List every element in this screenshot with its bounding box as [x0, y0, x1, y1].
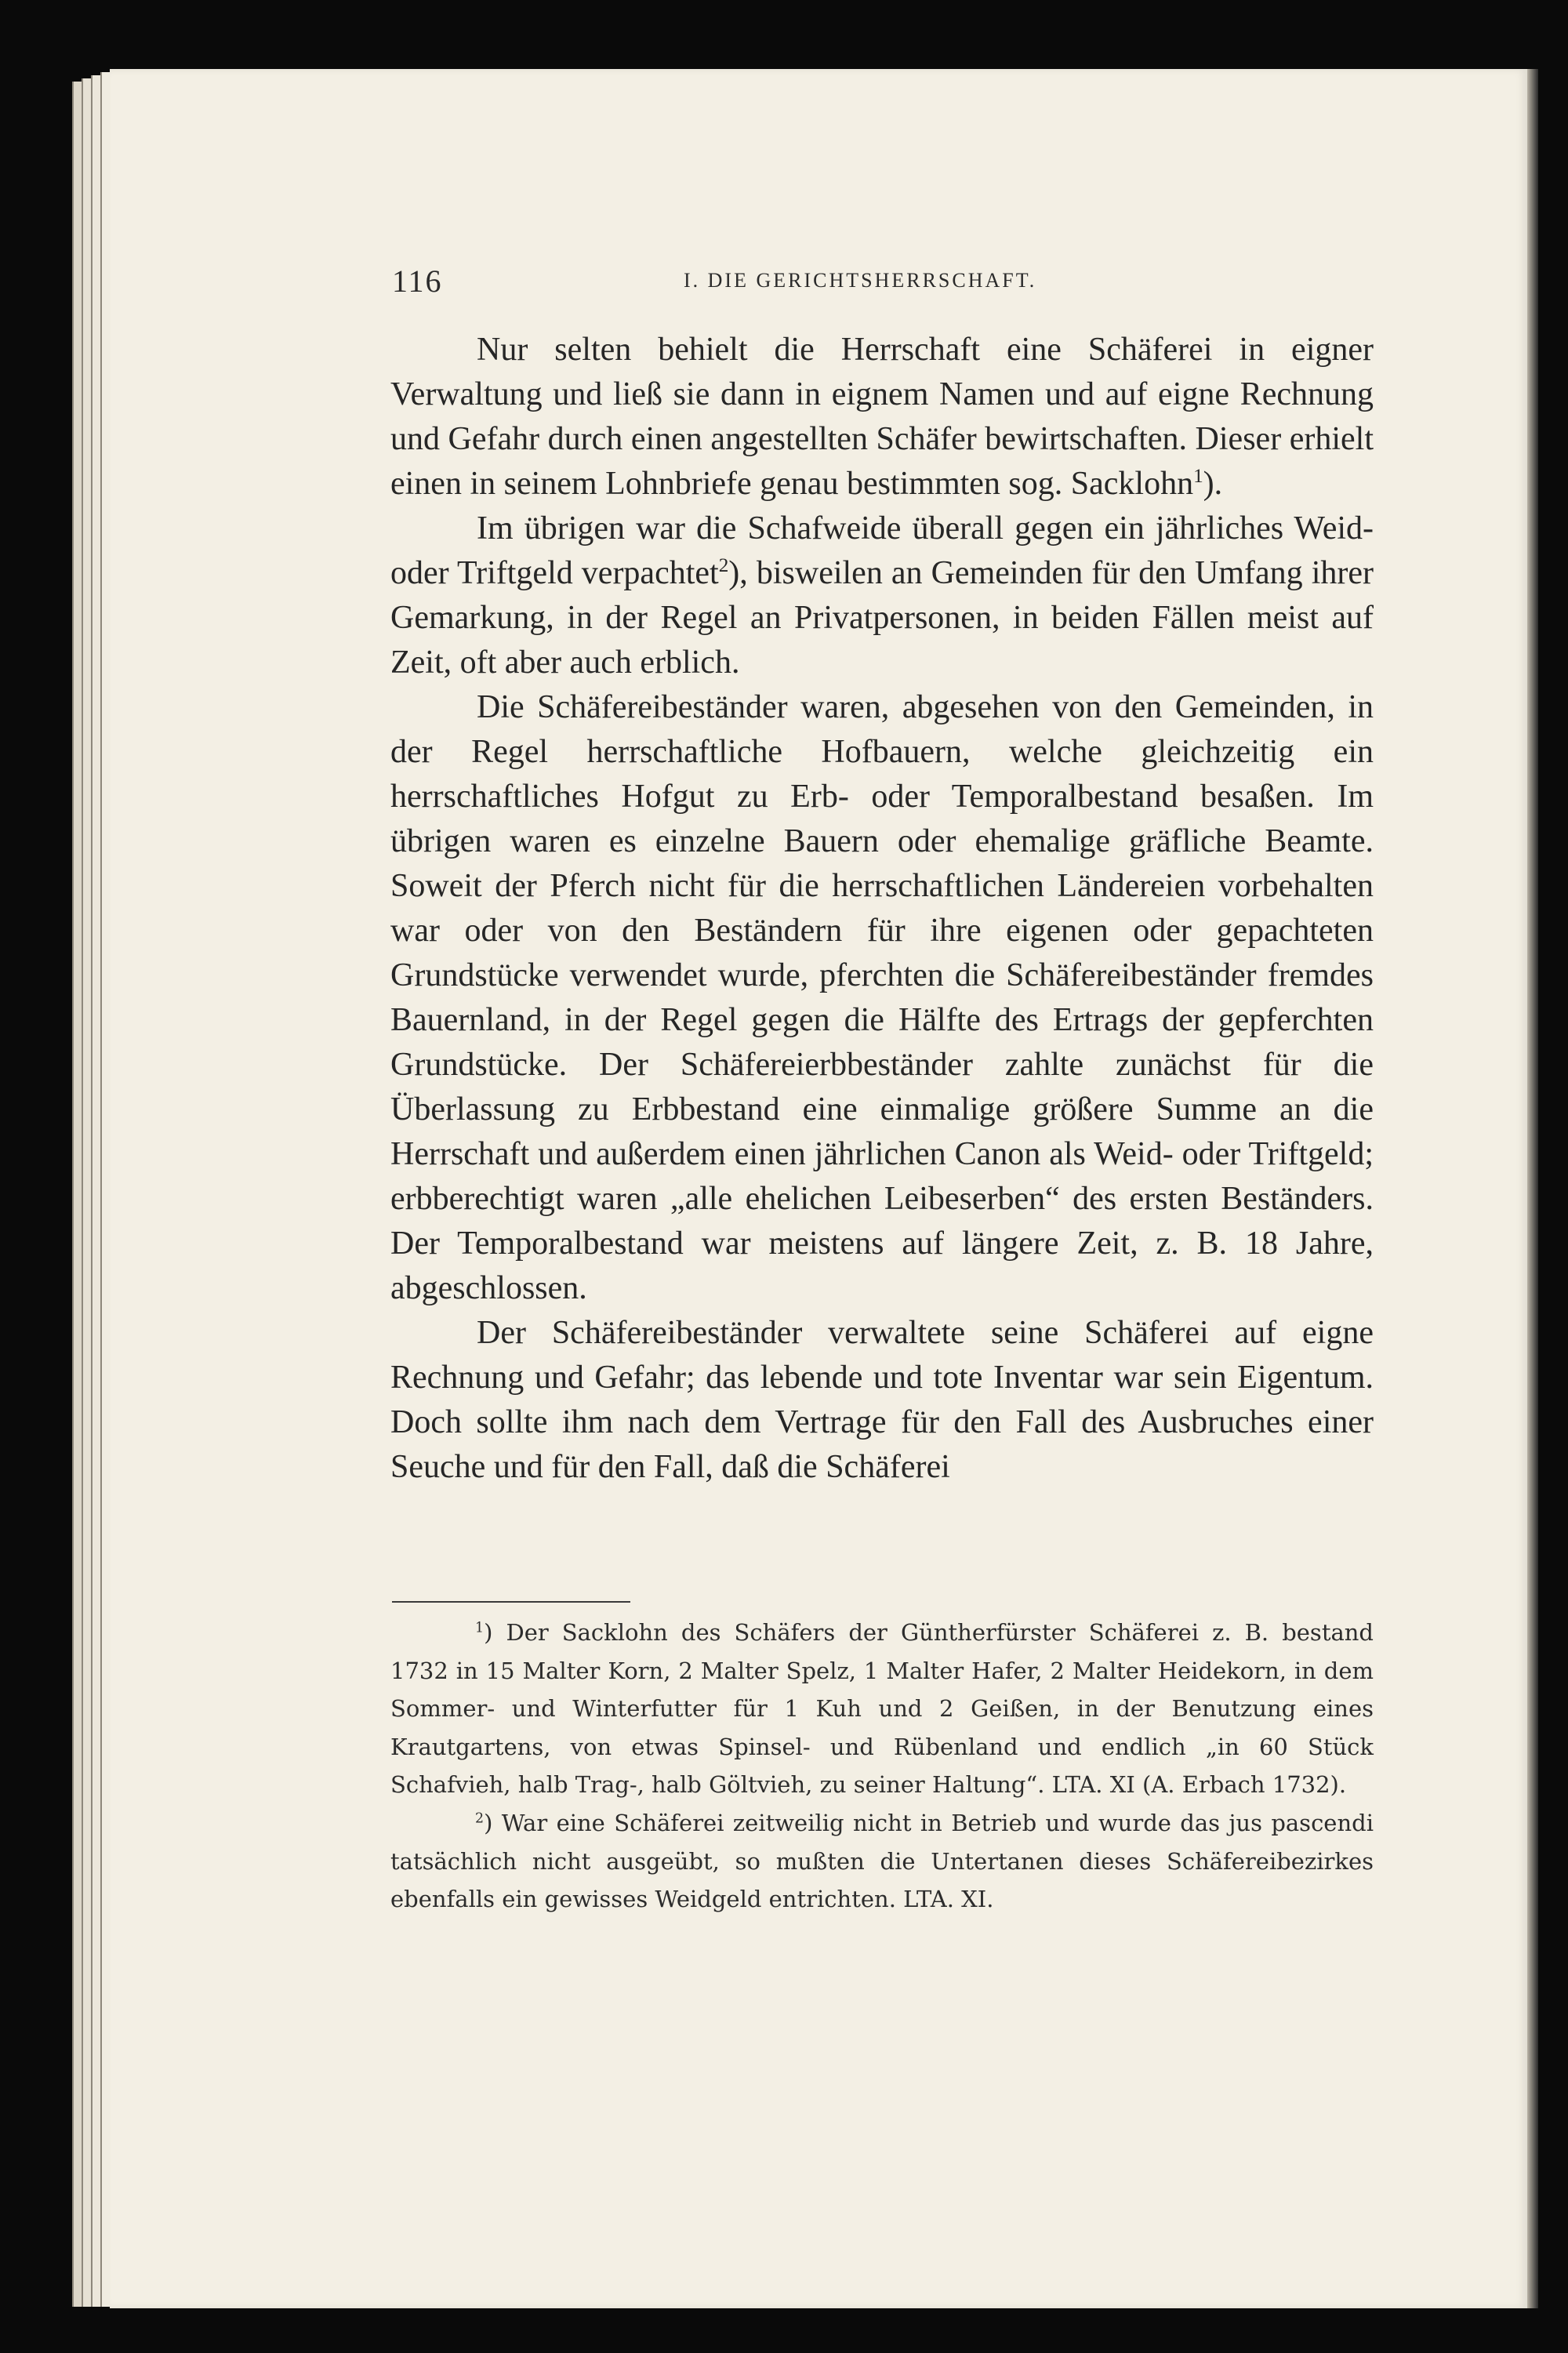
main-text — [390, 328, 1374, 1490]
footnote — [390, 1614, 1374, 1804]
footnote — [390, 1804, 1374, 1919]
footnote-mark: 2 — [475, 1810, 485, 1827]
footnote-text: ) War eine Schäferei zeitweilig nicht in Betrieb und wurde das jus pascendi tatsächlich nicht ausgeübt, so mußten die Untertanen dieses Schäfereibezirkes ebenfalls ein gewisses Weidgeld entrichten. LTA. XI. — [390, 1809, 1374, 1913]
footnote-text: ) Der Sacklohn des Schäfers der Güntherfürster Schäferei z. B. bestand 1732 in 15 Malter Korn, 2 Malter Spelz, 1 Malter Hafer, 2 Malter Heidekorn, in dem Sommer- und Winterfutter für 1 Kuh und 2 Geißen, in der Benutzung eines Krautgartens, von etwas Spinsel- und Rübenland und endlich „in 60 Stück Schafvieh, halb Trag-, halb Göltvieh, zu seiner Haltung“. LTA. XI (A. Erbach 1732). — [390, 1619, 1374, 1799]
footnote-ref: 2 — [718, 555, 729, 576]
paragraph-text: ). — [1203, 466, 1223, 502]
paragraph: Der Schäfereibeständer verwaltete seine Schäferei auf eigne Rechnung und Gefahr; das lebende und tote Inventar war sein Eigentum. Doch sollte ihm nach dem Vertrage für den Fall des Ausbruches einer Seuche und für den Fall, daß die Schäferei — [390, 1315, 1374, 1485]
running-head: I. DIE GERICHTSHERRSCHAFT. — [684, 269, 1037, 292]
page-header — [392, 263, 1380, 310]
footnote-mark: 1 — [475, 1620, 485, 1636]
page-number: 116 — [392, 263, 443, 299]
footnotes — [390, 1614, 1374, 1919]
paragraph — [390, 507, 1374, 685]
footnote-ref: 1 — [1193, 466, 1203, 487]
paragraph-text: Nur selten behielt die Herrschaft eine Schäferei in eigner Verwaltung und ließ sie dann in eignem Namen und auf eigne Rechnung und Gefahr durch einen angestellten Schäfer bewirtschaften. Dieser erhielt einen in seinem Lohnbriefe genau bestimmten sog. Sacklohn — [390, 332, 1374, 502]
paragraph-text: Im übrigen war die Schafweide überall gegen ein jährliches Weid- oder Triftgeld verpachtet — [390, 510, 1374, 591]
paragraph — [390, 328, 1374, 507]
footnote-rule — [392, 1601, 630, 1603]
paragraph-text: ), bisweilen an Gemeinden für den Umfang ihrer Gemarkung, in der Regel an Privatpersonen, in beiden Fällen meist auf Zeit, oft aber auch erblich. — [390, 555, 1374, 681]
paragraph: Die Schäfereibeständer waren, abgesehen von den Gemeinden, in der Regel herrschaftliche Hofbauern, welche gleichzeitig ein herrschaftliches Hofgut zu Erb- oder Temporalbestand besaßen. Im übrigen waren es einzelne Bauern oder ehemalige gräfliche Beamte. Soweit der Pferch nicht für die herrschaftlichen Ländereien vorbehalten war oder von den Beständern für ihre eigenen oder gepachteten Grundstücke verwendet wurde, pferchten die Schäfereibeständer fremdes Bauernland, in der Regel gegen die Hälfte des Ertrags der gepferchten Grundstücke. Der Schäfereierbbeständer zahlte zunächst für die Überlassung zu Erbbestand eine einmalige größere Summe an die Herrschaft und außerdem einen jährlichen Canon als Weid- oder Triftgeld; erbberechtigt waren „alle ehelichen Leibeserben“ des ersten Beständers. Der Temporalbestand war meistens auf längere Zeit, z. B. 18 Jahre, abgeschlossen. — [390, 689, 1374, 1306]
page-shadow — [1527, 69, 1538, 2308]
